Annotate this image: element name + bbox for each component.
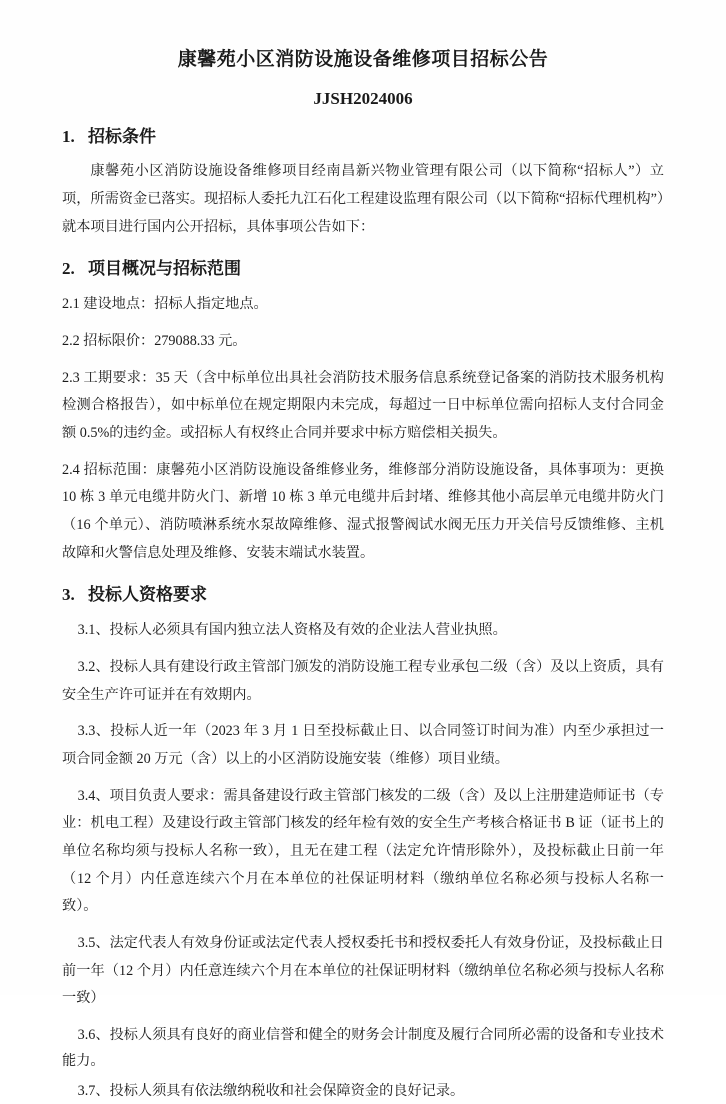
paragraph: 3.4、项目负责人要求：需具备建设行政主管部门核发的二级（含）及以上注册建造师证书（专业：机电工程）及建设行政主管部门核发的经年检有效的安全生产考核合格证书 B 证（证书上的单位名称均须与投标人名称一致），且无在建工程（法定允许情形除外），及投标截止日前一年（12 个月）内任意连续六个月在本单位的社保证明材料（缴纳单位名称必须与投标人名称一致）。 [62,787,664,915]
section-heading-1 [62,125,664,149]
paragraph: 3.6、投标人须具有良好的商业信誉和健全的财务会计制度及履行合同所必需的设备和专业技术能力。 [62,1027,664,1070]
section-title-3: 投标人资格要求 [88,585,207,605]
paragraph: 3.7、投标人须具有依法缴纳税收和社会保障资金的良好记录。 [77,1082,465,1099]
section-heading-3 [62,583,664,607]
paragraph: 3.1、投标人必须具有国内独立法人资格及有效的企业法人营业执照。 [77,622,507,639]
section-heading-2 [62,257,664,281]
paragraph: 3.2、投标人具有建设行政主管部门颁发的消防设施工程专业承包二级（含）及以上资质，具有安全生产许可证并在有效期内。 [62,658,664,703]
section-number-1: 1. [62,126,75,146]
paragraph: 3.5、法定代表人有效身份证或法定代表人授权委托书和授权委托人有效身份证，及投标截止日前一年（12 个月）内任意连续六个月在本单位的社保证明材料（缴纳单位名称必须与投标人名称一致） [62,935,664,1007]
section-body-3 [62,617,664,1104]
section-title-2: 项目概况与招标范围 [88,259,241,279]
section-body-2 [62,291,664,567]
document-code: JJSH2024006 [313,88,413,108]
page-title: 康馨苑小区消防设施设备维修项目招标公告 [177,49,549,70]
section-body-1 [62,158,664,241]
section-title-1: 招标条件 [88,126,156,146]
paragraph: 2.4 招标范围：康馨苑小区消防设施设备维修业务，维修部分消防设施设备，具体事项为：更换 10 栋 3 单元电缆井防火门、新增 10 栋 3 单元电缆井后封堵、维修其他小高层单元电缆井防火门（16 个单元）、消防喷淋系统水泵故障维修、湿式报警阀试水阀无压力开关信号反馈维修、主机故障和火警信息处理及维修、安装末端试水装置。 [62,461,664,561]
paragraph: 2.3 工期要求：35 天（含中标单位出具社会消防技术服务信息系统登记备案的消防技术服务机构检测合格报告），如中标单位在规定期限内未完成，每超过一日中标单位需向招标人支付合同金额 0.5%的违约金。或招标人有权终止合同并要求中标方赔偿相关损失。 [62,369,664,441]
paragraph: 3.3、投标人近一年（2023 年 3 月 1 日至投标截止日、以合同签订时间为准）内至少承担过一项合同金额 20 万元（含）以上的小区消防设施安装（维修）项目业绩。 [62,723,664,767]
section-number-2: 2. [62,259,75,279]
section-number-3: 3. [62,585,75,605]
paragraph: 2.2 招标限价：279088.33 元。 [62,332,247,349]
paragraph: 康馨苑小区消防设施设备维修项目经南昌新兴物业管理有限公司（以下简称“招标人”）立项，所需资金已落实。现招标人委托九江石化工程建设监理有限公司（以下简称“招标代理机构”）就本项目进行国内公开招标，具体事项公告如下： [62,163,664,235]
paragraph: 2.1 建设地点：招标人指定地点。 [62,296,268,313]
